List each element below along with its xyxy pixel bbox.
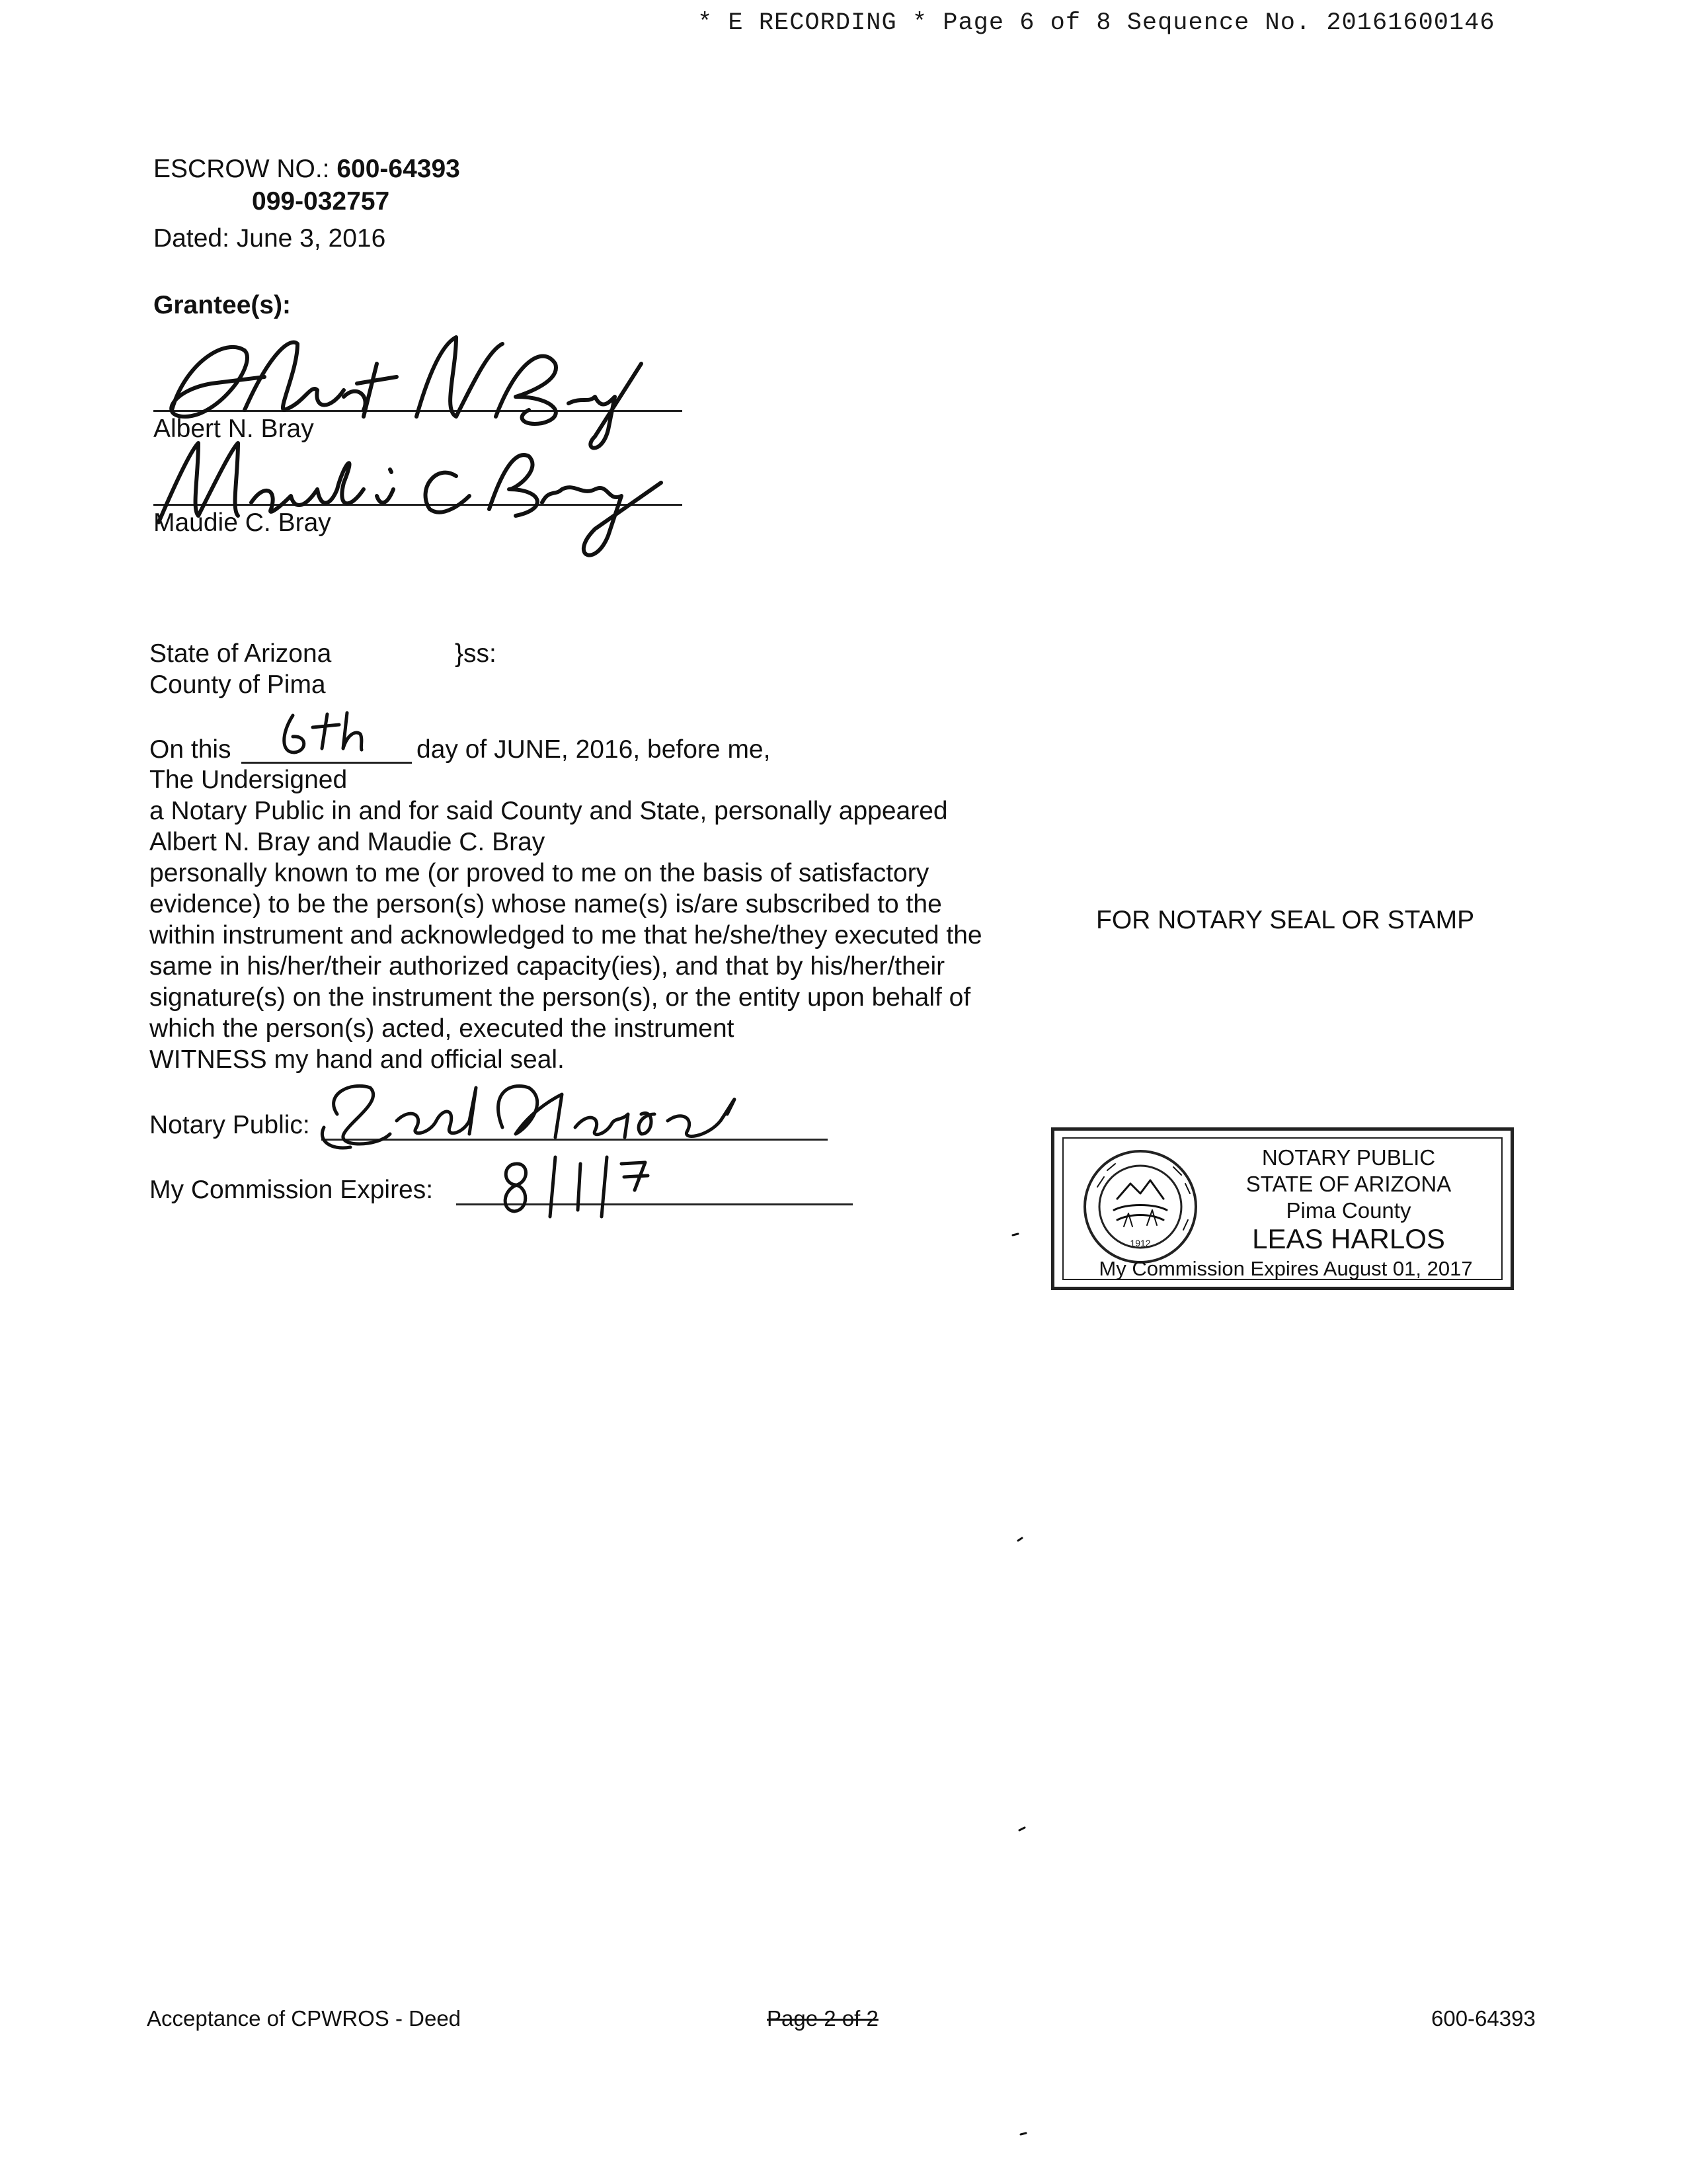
stamp-line-1: NOTARY PUBLIC — [1261, 1145, 1436, 1170]
dated-label: Dated: — [153, 224, 229, 253]
grantee-name-1: Albert N. Bray — [153, 415, 314, 443]
footer-page-number: Page 2 of 2 — [767, 2006, 879, 2031]
venue-state: State of Arizona — [149, 639, 332, 668]
stamp-line-2: STATE OF ARIZONA — [1245, 1172, 1452, 1196]
acknowledgment-line: Albert N. Bray and Maudie C. Bray — [149, 828, 545, 856]
footer-document-title: Acceptance of CPWROS - Deed — [147, 2006, 461, 2031]
seal-year: 1912 — [1130, 1238, 1151, 1248]
acknowledgment-line: which the person(s) acted, executed the instrument — [149, 1014, 734, 1043]
commission-expires-label: My Commission Expires: — [149, 1176, 434, 1204]
acknowledgment-line: evidence) to be the person(s) whose name(s) is/are subscribed to the — [149, 890, 942, 918]
venue-county: County of Pima — [149, 670, 326, 699]
acknowledgment-line: a Notary Public in and for said County and State, personally appeared — [149, 797, 948, 825]
acknowledgment-line: personally known to me (or proved to me on the basis of satisfactory — [149, 859, 929, 887]
venue-ss: }ss: — [455, 639, 496, 668]
stamp-expires: My Commission Expires August 01, 2017 — [1099, 1257, 1473, 1280]
escrow-number: 600-64393 — [336, 155, 460, 183]
escrow-label: ESCROW NO.: — [153, 155, 330, 183]
footer-escrow-number: 600-64393 — [1431, 2006, 1536, 2031]
on-this-prefix: On this — [149, 735, 231, 764]
escrow-secondary-number: 099-032757 — [252, 187, 390, 216]
recording-header: * E RECORDING * Page 6 of 8 Sequence No. 20161600146 — [697, 9, 1495, 37]
acknowledgment-line: same in his/her/their authorized capacity(ies), and that by his/her/their — [149, 952, 945, 981]
on-this-suffix: day of JUNE, 2016, before me, — [416, 735, 771, 764]
dated-value: June 3, 2016 — [236, 224, 386, 253]
acknowledgment-line: The Undersigned — [149, 766, 348, 794]
notary-public-label: Notary Public: — [149, 1111, 310, 1139]
grantee-name-2: Maudie C. Bray — [153, 508, 331, 537]
seal-area-label: FOR NOTARY SEAL OR STAMP — [1096, 906, 1475, 934]
grantees-heading: Grantee(s): — [153, 291, 292, 319]
stamp-notary-name: LEAS HARLOS — [1252, 1223, 1445, 1254]
acknowledgment-line: WITNESS my hand and official seal. — [149, 1045, 565, 1074]
acknowledgment-line: within instrument and acknowledged to me that he/she/they executed the — [149, 921, 982, 950]
stamp-line-3: Pima County — [1286, 1198, 1411, 1223]
acknowledgment-line: signature(s) on the instrument the person(s), or the entity upon behalf of — [149, 983, 971, 1012]
